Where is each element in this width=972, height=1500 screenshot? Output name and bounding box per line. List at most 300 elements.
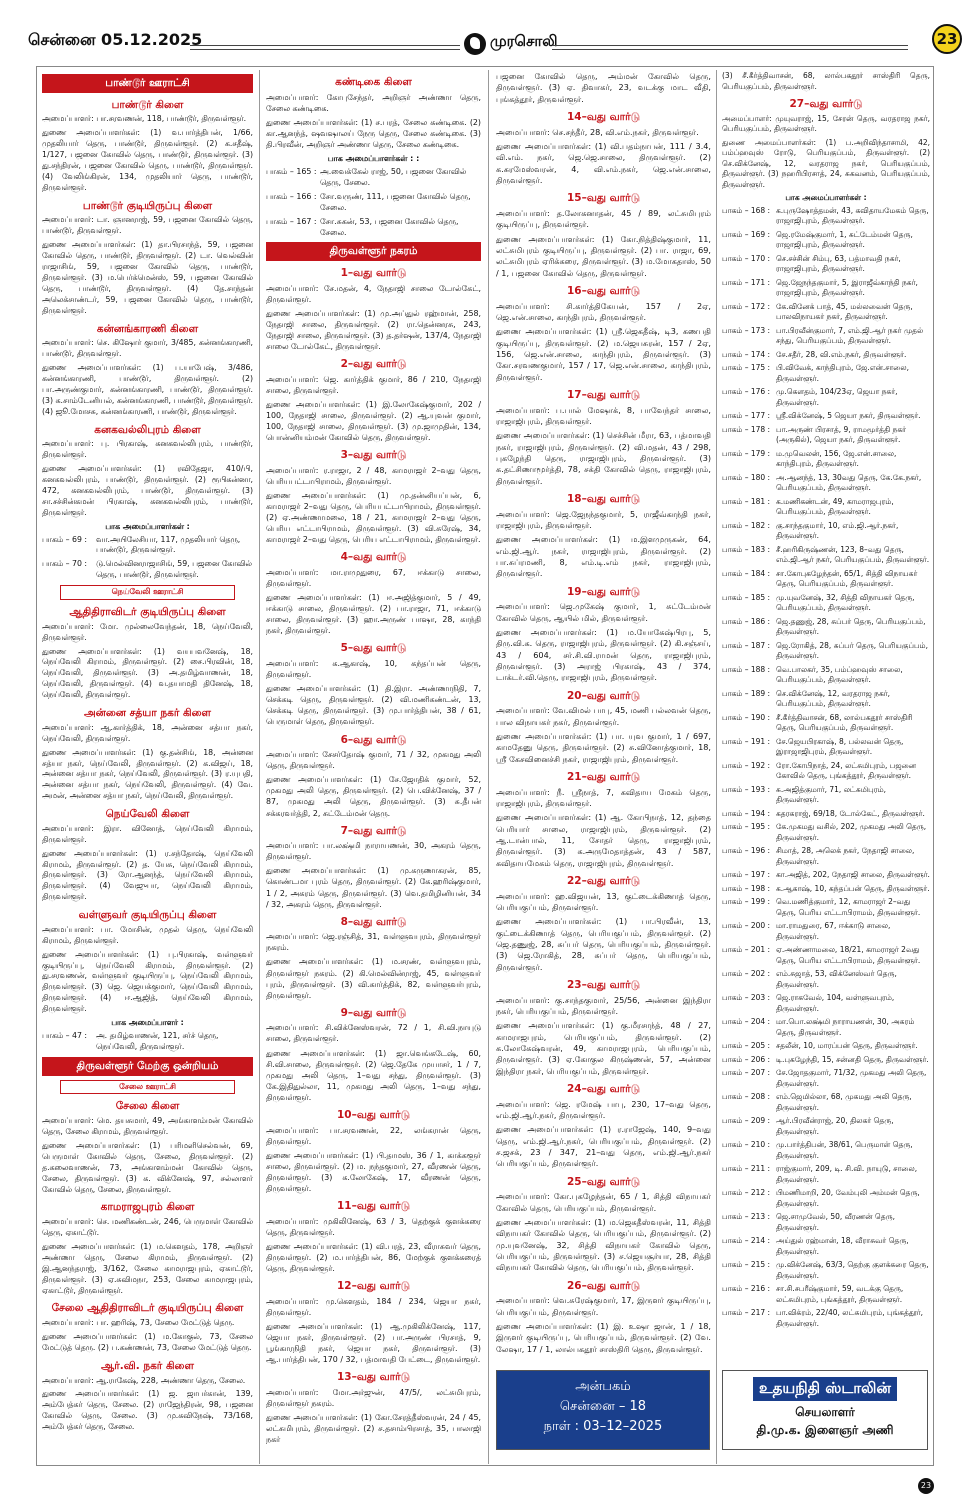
deputy-organizers-text: துணை அமைப்பாளர்கள்: (1) பா.பிரவீன், 13, குட்டைக்கிணாத் தெரு, பெரியகுப்பம், திருவள்ளூர். (2) ஜெ.தணுஜ், 28, சுப்பர் தெரு, பெரியகுப்பம், திருவள்ளூர். (3) ஜெ.ரோகித், 28, சுப்பர் தெரு, பெரியகுப்பம், திருவள்ளூர். <box>496 916 711 972</box>
column-1 <box>42 70 253 1436</box>
organizer-text: அமைப்பாளர்: செ. மணிகண்டன், 246, பெருமாள் கோவில் தெரு, ஏகாட்டூர். <box>42 1217 253 1238</box>
organizer-text: அமைப்பாளர்: செ.சந்தீர், 28, வி.எம்.நகர், திருவள்ளூர். <box>496 126 699 137</box>
deputy-organizers-text: துணை அமைப்பாளர்கள்: (1) ம.ஜெகதீஸ்வரன், 11, சித்தி விநாயகர் கோவில் தெரு, பெரியகுப்பம், திருவள்ளூர். (2) மு.யுவனேஷ், 32, சித்தி விநாயகர் கோவில் தெரு, பெரியகுப்பம், திருவள்ளூர். (3) ச.ஜெயசூர்யா, 28, சித்தி விநாயகர் கோவில் தெரு, பெரியகுப்பம், திருவள்ளூர். <box>496 1216 711 1273</box>
booth-row <box>722 870 930 881</box>
booth-organizer: ராஜ்குமார், 209, டி. சி.வி. நாயுடு, சாலை, திருவள்ளூர். <box>776 1164 918 1184</box>
booth-organizer: ம.முவெலன், 156, ஜே.என்.சாலை, காந்திபுரம், திருவள்ளூர். <box>776 448 897 469</box>
booth-row <box>722 1068 930 1089</box>
ward-heading: 20–வது வார்டு <box>566 689 641 702</box>
booth-row <box>722 593 930 614</box>
booth-heading: பாக அமைப்பாளர்கள் : : <box>327 154 420 163</box>
ward-heading: 11–வது வார்டு <box>336 1199 411 1212</box>
booth-row <box>722 1116 930 1137</box>
booth-number: பாகம் – 178 : <box>722 424 771 434</box>
booth-organizer: மு.யுவனேஷ், 32, சித்தி விநாயகர் தெரு, பெரியகுப்பம், திருவள்ளூர். <box>776 592 915 613</box>
booth-row <box>42 535 253 557</box>
ward-heading: 8–வது வார்டு <box>340 915 407 928</box>
booth-row <box>722 884 930 895</box>
ward-heading: 21–வது வார்டு <box>566 770 641 783</box>
deputy-organizers-text: துணை அமைப்பாளர்கள்: (1) கு.தன்சிங், 18, அன்னை சத்யா நகர், நெய்வேலி, திருவள்ளூர். (2) க.விஜய், 18, அன்னை சத்யா நகர், நெய்வேலி, திருவள்ளூர். (3) ர.யுபதி, அன்னை சத்யா நகர், நெய்வேலி, திருவள்ளூர். (4) வே. அமன், அன்னை சத்யா நகர், நெய்வேலி, திருவள்ளூர். <box>42 747 253 801</box>
ward-heading: 18–வது வார்டு <box>566 492 641 505</box>
booth-row <box>722 822 930 843</box>
booth-organizer: மா.ராமதுரை, 67, ஈக்காடு சாலை, திருவள்ளூர். <box>776 921 891 941</box>
booth-organizer: ஜெ.சாமுவேல், 50, வீரணன் தெரு, திருவள்ளூர். <box>776 1212 895 1232</box>
booth-number: பாகம் – 168 : <box>722 205 771 215</box>
footer-page-number: 23 <box>918 1478 934 1494</box>
booth-row <box>722 425 930 446</box>
paper-name: முரசொலி <box>490 32 558 50</box>
organizer-text: அமைப்பாளர்: மா.ராமுதுரை, 67, ஈக்காடு சாலை, திருவள்ளூர். <box>266 568 481 589</box>
deputy-organizers-text: துணை அமைப்பாளர்கள்: (1) ஸ்ரீ.ஜெகதீஷ், டி3, கணபதி குடியிருப்பு, திருவள்ளூர். (2) ம.ஜெயசுரன், 157 / 2ஏ, 156, ஜெ.என்.சாலை, காந்திபுரம், திருவள்ளூர். (3) கோ.சரவணகுமார், 157 / 17, ஜெ.என்.சாலை, காந்திபுரம், திருவள்ளூர். <box>496 326 711 382</box>
ward-heading: 26–வது வார்டு <box>566 1279 641 1292</box>
booth-number: பாகம் – 214 : <box>722 1236 771 1246</box>
deputy-organizers-text: துணை அமைப்பாளர்கள்: (1) ஜ. ஜாபர்கான், 139, அம்பேத்கர் தெரு, சேலை. (2) ராஜேந்திரன், 98, பஜனை கோவில் தெரு, சேலை. (3) மு.கவிநேஷ், 73/168, அம்பேத்கர் தெரு, சேலை. <box>42 1389 253 1432</box>
deputy-organizers-text: துணை அமைப்பாளர்கள்: (1) ரவிதேஜா, 410/பி, கனகவல்லிபுரம், பாண்டூர், திருவள்ளூர். (2) ரூபிகன்னா, 472, கனகவல்லிபுரம், பாண்டூர், திருவள்ளூர். (3) சா.சச்சின்கமன் பிரகாஷ், கனகவல்லிபுரம், பாண்டூர், திருவள்ளூர். <box>42 464 253 517</box>
organizer-text: அமைப்பாளர்: ஜெ.ஜேநந்தகுமார், 5, ராஜீவ்காந்தி நகர், ராஜாஜிபுரம், திருவள்ளூர். <box>496 508 711 530</box>
booth-row <box>722 497 930 518</box>
booth-row <box>722 713 930 734</box>
booth-row <box>722 387 930 408</box>
booth-number: பாகம் – 179 : <box>722 448 771 458</box>
booth-number: பாகம் – 203 : <box>722 993 771 1003</box>
deputy-organizers-text: துணை அமைப்பாளர்கள்: (1) இ. உஷா ஜான், 1 / 18, இருளர் குடியிருப்பு, பெரியகுப்பம், திருவள்ளூர். (2) வே. லேஷா, 17 / 1, லால்பகதூர் சாஸ்திரி தெரு, திருவள்ளூர். <box>496 1320 711 1354</box>
organizer-text: அமைப்பாளர்: மு.கௌதம், 184 / 234, ஜெயா நகர், திருவள்ளூர். <box>266 1296 481 1317</box>
booth-organizer: சீ.ஹரிகிருஷ்ணன், 123, 8–வது தெரு, எம்.ஜி.ஆர் நகர், பெரியகுப்பம், திருவள்ளூர். <box>776 544 930 565</box>
booth-row <box>722 1212 930 1233</box>
organizer-text: அமைப்பாளர்: ஜெ.முகேஷ் குமார், 1, சுட்டேம்மன் கோவில் தெரு, ஆயில் மில், திருவள்ளூர். <box>496 601 711 623</box>
branch-heading: கன்னங்காரணி கிளை <box>96 322 199 335</box>
branch-heading: வள்ளுவர் குடியிருப்பு கிளை <box>78 909 217 922</box>
organizer-text: அமைப்பாளர்: நீ. ஸ்ரீநாத், 7, கவிதாய மேகம் தெரு, ராஜாஜிபுரம், திருவள்ளூர். <box>496 786 711 808</box>
organizer-text: அமைப்பாளர்: சி.கார்த்திகேயன், 157 / 2ஏ, ஜெ.என்.சாலை, காந்திபுரம், திருவள்ளூர். <box>496 300 711 322</box>
booth-row <box>266 191 481 213</box>
booth-row <box>722 411 930 422</box>
organizer-text: அமைப்பாளர்: பா. ஹரிஷ், 73, சேலை மேட்டுத் தெரு. <box>42 1318 235 1328</box>
booth-number: பாகம் – 69 : <box>42 534 88 544</box>
booth-organizer: பி.விவேக், காந்திபுரம், ஜே.என்.சாலை, திருவள்ளூர். <box>776 363 910 383</box>
booth-row <box>722 473 930 494</box>
ward-heading: 6–வது வார்டு <box>340 733 407 746</box>
deputy-organizers-text: துணை அமைப்பாளர்கள்: (1) பு.பிரகாஷ், வள்ளுவர் குடியிருப்பு, நெய்வேலி கிராமம், திருவள்ளூர். (2) து.சரவணன், வள்ளுவர் குடியிருப்பு, நெய்வேலி கிராமம், திருவள்ளூர். (3) ஜெ. ஜெயக்குமார், நெய்வேலி கிராமம், திருவள்ளூர். (4) ஈ.ஆஜித், நெய்வேலி கிராமம், திருவள்ளூர். <box>42 949 253 1014</box>
organizer-text: அமைப்பாளர்: ர.ராஜா, 2 / 48, காமராஜர் 2–வது தெரு, பெரியபட்டாபிராமம், திருவள்ளூர். <box>266 465 481 486</box>
booth-organizer: எம்.சுஜாத், 53, விக்னேஸ்வர் தெரு, திருவள்ளூர். <box>776 969 897 989</box>
booth-heading: பாக அமைப்பாளர்கள் : <box>105 521 190 531</box>
deputy-organizers-text: துணை அமைப்பாளர்கள்: (1) கோ.சேரத்தீஸ்வரன், 24 / 45, லட்சுமிபுரம், திருவள்ளூர். (2) ச.தசாம்பிரசாத், 35, பாலாஜி நகர் <box>266 1412 481 1444</box>
column-divider <box>488 70 489 1464</box>
booth-row <box>722 1284 930 1305</box>
booth-organizer: ஜெ.தணுஜ், 28, சுப்பர் தெரு, பெரியகுப்பம், திருவள்ளூர். <box>776 616 926 637</box>
booth-number: பாகம் – 213 : <box>722 1212 771 1222</box>
booth-number: பாகம் – 197 : <box>722 870 771 880</box>
branch-heading: கனகவல்லிபுரம் கிளை <box>94 423 201 436</box>
booth-organizer: ஸ்ரீ.விக்னேஷ், 5 ஜெயா நகர், திருவள்ளூர். <box>776 411 921 421</box>
organizer-text: அமைப்பாளர்: பா.சரவணன், 118, பாண்டூர், திருவள்ளூர். <box>42 114 247 124</box>
ward-heading: 1–வது வார்டு <box>340 267 407 280</box>
booth-row <box>722 897 930 918</box>
booth-organizer: பிமணிமாறி, 20, வேம்புலி அம்மன் தெரு, திருவள்ளூர். <box>776 1188 920 1208</box>
header-rule-left <box>190 45 460 50</box>
deputy-organizers-text: துணை அமைப்பாளர்கள்: (1) மு.அப்துல் ரஹ்மான், 258, நேதாஜி சாலை, திருவள்ளூர். (2) ரா.தென்னரசு, 243, நேதாஜி சாலை, திருவள்ளூர். (3) த.தர்ஷன், 137/4, நேதாஜி சாலை டோல்கேட், திருவள்ளூர். <box>266 308 481 352</box>
booth-row <box>722 785 930 806</box>
organizer-text: அமைப்பாளர்: வே.விமல் பாபு, 45, மணி பல்லவன் தெரு, பால விநாயகர் நகர், திருவள்ளூர். <box>496 705 711 727</box>
booth-number: பாகம் – 211 : <box>722 1164 771 1174</box>
booth-organizer: க.ஆகாஷ், 10, கந்தப்பன் தெரு, திருவள்ளூர். <box>776 883 930 893</box>
booth-number: பாகம் – 192 : <box>722 760 771 770</box>
booth-number: பாகம் – 205 : <box>722 1041 771 1051</box>
booth-row <box>722 363 930 384</box>
booth-number: பாகம் – 172 : <box>722 301 771 311</box>
booth-row <box>722 449 930 470</box>
deputy-organizers-text: துணை அமைப்பாளர்கள்: (1) ம.கௌதம், 178, அறிஞர் அண்ணா தெரு, சேலை கிராமம், திருவள்ளூர். (2) இ.ஆனந்தராஜ், 3/162, சேலை காமராஜபுரம், ஏகாட்டூர், திருவள்ளூர். (3) ஏ.சுவிமநா, 253, சேலை காமராஜபுரம், ஏகாட்டூர், திருவள்ளூர். <box>42 1241 253 1295</box>
booth-row <box>722 1140 930 1161</box>
deputy-organizers-text: துணை அமைப்பாளர்கள்: (1) தி.இரா. அண்ணாநிதி, 7, செக்கடி தெரு, திருவள்ளூர். (2) வி.மணிகண்டன், 13, செக்கடி தெரு, திருவள்ளூர். (3) மு.பார்த்திபன், 38 / 61, பெருமாள் தெரு, திருவள்ளூர். <box>266 684 481 727</box>
booth-organizer: ஜெ.ஜேநந்தகுமார், 5, இராஜீவ்காந்தி நகர், ராஜாஜிபுரம், திருவள்ளூர். <box>776 277 918 298</box>
booth-row <box>266 216 481 238</box>
booth-organizer: கா.அஜித், 202, நேதாஜி சாலை, திருவள்ளூர். <box>776 870 930 880</box>
booth-row <box>722 1164 930 1185</box>
booth-number: பாகம் – 195 : <box>722 822 771 832</box>
organizer-text: அமைப்பாளர்: மெ. தயசுமார், 49, அங்காளம்மன் கோவில் தெரு, சேலை கிராமம், திருவள்ளூர். <box>42 1116 253 1136</box>
deputy-organizers-text: துணை அமைப்பாளர்கள்: (1) கோ.நித்திஷ்குமார், 11, லட்சுமிபுரம் குடியிருப்பு, திருவள்ளூர். (2) பா. ராஜா, 69, லட்சுமிபுரம் ஏரிக்கரை, திருவள்ளூர். (3) ம.மோகதாஸ், 50 / 1, பஜனை கோவில் தெரு, திருவள்ளூர். <box>496 233 711 278</box>
booth-row <box>722 969 930 990</box>
column-4 <box>722 70 930 1332</box>
booth-organizer: சு.அஜித்குமார், 71, லட்சுமிபுரம், திருவள்ளூர். <box>776 784 887 805</box>
ward-heading: 7–வது வார்டு <box>340 824 407 837</box>
booth-number: பாகம் – 181 : <box>722 496 771 506</box>
booth-organizer: சே.ஜோதகுமார், 71/32, முகமது அலி தெரு, திருவள்ளூர். <box>776 1068 927 1088</box>
booth-row <box>722 846 930 867</box>
booth-organizer: அ. தமிழ்வாணன், 121, சர்ச் தெரு, நெய்வேலி, திருவள்ளூர். <box>96 1031 219 1051</box>
section-heading: பாண்டூர் ஊராட்சி <box>42 74 253 93</box>
ward-heading: 9–வது வார்டு <box>340 1006 407 1019</box>
deputy-organizers-text: துணை அமைப்பாளர்கள்: (1) பி.தாமஸ், 36 / 1, காக்களூர் சாலை, திருவள்ளூர். (2) ம. நந்தகுமார், 27, வீரணன் தெரு, திருவள்ளூர். (3) க.லோகேஷ், 17, வீரணன் தெரு, திருவள்ளூர். <box>266 1150 481 1193</box>
organizer-text: அமைப்பாளர்: க.ஆகாஷ், 10, கந்தப்பன் தெரு, திருவள்ளூர். <box>266 659 481 680</box>
booth-organizer: வா.அயிலேசியா, 117, முதலியார் தெரு, பாண்டூர், திருவள்ளூர். <box>96 534 241 555</box>
ward-heading: 2–வது வார்டு <box>340 358 407 371</box>
booth-row <box>722 569 930 590</box>
booth-organizer: மு.பார்த்திபன், 38/61, பெருமாள் தெரு, திருவள்ளூர். <box>776 1140 913 1160</box>
ward-heading: 5–வது வார்டு <box>340 642 407 655</box>
ward-heading: 23–வது வார்டு <box>566 978 641 991</box>
booth-row <box>722 689 930 710</box>
booth-row <box>722 1041 930 1052</box>
branch-heading: கண்டிகை கிளை <box>335 76 412 88</box>
branch-heading: பாண்டூர் கிளை <box>111 98 184 111</box>
booth-number: பாகம் – 215 : <box>722 1260 771 1270</box>
booth-number: பாகம் – 209 : <box>722 1116 771 1126</box>
column-2 <box>266 70 481 1448</box>
booth-organizer: சே.சதீர், 28, வி.எம்.நகர், திருவள்ளூர். <box>776 349 907 359</box>
booth-organizer: சிமாத், 28, அலெக் நகர், நேதாஜி சாலை, திருவள்ளூர். <box>776 846 915 866</box>
organizer-text: அமைப்பாளர்: சி.விக்னேஸ்வரன், 72 / 1, சி.வி.நாயுடு சாலை, திருவள்ளூர். <box>266 1023 481 1044</box>
organizer-text: அமைப்பாளர்: முகிலினேஷ், 63 / 3, தெற்குக் குளக்கரை தெரு, திருவள்ளூர். <box>266 1216 481 1237</box>
booth-organizer: அ.ஆனந்த், 13, 30வது தெரு, கே.கே.நகர், பெரியகுப்பம், திருவள்ளூர். <box>776 472 922 493</box>
ward-heading: 10–வது வார்டு <box>336 1108 411 1121</box>
booth-organizer: மு.கௌதம், 104/23ஏ, ஜெயா நகர், திருவள்ளூர். <box>776 387 898 407</box>
booth-organizer: சோ.சுகன், 53, பஜனை கோவில் தெரு, சேலை. <box>320 217 459 238</box>
deputy-organizers-text: துணை அமைப்பாளர்கள்: (1) தா.பிரசாந்த், 59, பஜனை கோவில் தெரு, பாண்டூர், திருவள்ளூர். (2) டா. வெல்வின் ராஜாசிங், 59, பஜனை கோவில் தெரு, பாண்டூர், திருவள்ளூர். (3) ம.பெர்க்மென்ஸ், 59, பஜனை கோவில் தெரு, பாண்டூர், திருவள்ளூர். (4) தே.சாந்தன் அலெக்சாண்டர், 59, பஜனை கோவில் தெரு, பாண்டூர், திருவள்ளூர். <box>42 240 253 315</box>
booth-number: பாகம் – 180 : <box>722 472 771 482</box>
deputy-organizers-text: துணை அமைப்பாளர்கள்: (1) செச்சின் மீரா, 63, பத்மாவதி நகர், ராஜாஜிபுரம், திருவள்ளூர். (2) வி.மதன், 43 / 298, புகழேந்தி தெரு, ராஜாஜிபுரம், திருவள்ளூர். (3) க.தட்சிணாமூர்த்தி, 78, சக்தி கோவில் தெரு, ராஜாஜிபுரம், திருவள்ளூர். <box>496 430 711 486</box>
booth-organizer: ஜெ.ராகவேல், 104, வள்ளுவபுரம், திருவள்ளூர். <box>776 993 895 1013</box>
booth-heading: பாக அமைப்பாளர் : <box>111 1018 184 1028</box>
organizer-text: அமைப்பாளர்: கோ.புகழேந்தன், 65 / 1, சித்தி விநாயகர் கோவில் தெரு, பெரியகுப்பம், திருவள்ளூர். <box>496 1191 711 1213</box>
booth-number: பாகம் – 204 : <box>722 1017 771 1027</box>
booth-organizer: ஜெ.ரோகித், 28, சுப்பர் தெரு, பெரியகுப்பம், திருவள்ளூர். <box>776 640 928 661</box>
booth-organizer: ரோ.கோபிநாத், 24, லட்சுமிபுரம், பஜனை கோவில் தெரு, புங்கத்தூர், திருவள்ளூர். <box>776 760 917 781</box>
booth-number: பாகம் – 176 : <box>722 387 771 397</box>
column-divider <box>259 70 260 1464</box>
booth-organizer: மு.விக்னேஷ், 63/3, தெற்கு குளக்கரை தெரு, திருவள்ளூர். <box>776 1260 929 1280</box>
booth-organizer: சீ.கீர்த்திவாசன், 68, லால்பகதூர் சாஸ்திரி தெரு, பெரியகுப்பம், திருவள்ளூர். <box>776 712 913 733</box>
booth-row <box>722 809 930 820</box>
booth-organizer: ஜெ.ரமேஷ்குமார், 1, சுட்டேம்மன் தெரு, ராஜாஜிபுரம், திருவள்ளூர். <box>776 229 913 250</box>
booth-number: பாகம் – 186 : <box>722 616 771 626</box>
continued-text: (3) சீ.கீர்த்திவாசன், 68, லால்பகதூர் சாஸ்திரி தெரு, பெரியகுப்பம், திருவள்ளூர். <box>722 71 930 91</box>
booth-number: பாகம் – 183 : <box>722 544 771 554</box>
booth-organizer: சே.ஜெயபிரகாஷ், 8, பல்லவன் தெரு, இராஜாஜிபுரம், திருவள்ளூர். <box>776 736 904 757</box>
section-heading: சேலை ஊராட்சி <box>60 1080 235 1095</box>
booth-number: பாகம் – 193 : <box>722 784 771 794</box>
section-heading: திருவள்ளூர் நகரம் <box>266 242 481 261</box>
booth-number: பாகம் – 199 : <box>722 897 771 907</box>
booth-organizer: ஆர்.பிரவீன்ராஜ், 20, திலகர் தெரு, திருவள்ளூர். <box>776 1116 894 1136</box>
booth-number: பாகம் – 166 : <box>266 192 317 202</box>
newspaper-logo-icon <box>464 33 486 55</box>
booth-number: பாகம் – 177 : <box>722 411 771 421</box>
organizer-text: அமைப்பாளர்: ஜெ. ரமேஷ் பாபு, 230, 17–வது தெரு, எம்.ஜி.ஆர்.நகர், திருவள்ளூர். <box>496 1098 711 1120</box>
deputy-organizers-text: துணை அமைப்பாளர்கள்: (1) ச.பரத், சேலை கண்டிகை. (2) கா.ஆனந்த், ஷவஷாலய் நேரு தெரு, சேலை கண்டிகை. (3) தி.பிரவீன், அறிஞர் அண்ணா தெரு, சேலை கண்டிகை. <box>266 117 481 149</box>
booth-organizer: க.புருஷோத்தமன், 43, கவிதாயமேகம் தெரு, ராஜாஜிபுரம், திருவள்ளூர். <box>776 205 929 226</box>
booth-organizer: வெ.மணித்குமார், 12, காமராஜர் 2–வது தெரு, பெரிய எட்டாபிராமம், திருவள்ளூர். <box>776 897 921 917</box>
booth-number: பாகம் – 185 : <box>722 592 771 602</box>
deputy-organizers-text: துணை அமைப்பாளர்கள்: (1) சே.ஜோதிக் குமார், 52, முகமது அலி தெரு, திருவள்ளூர். (2) பெ.விக்னேஷ், 37 / 87, முகமது அலி தெரு, திருவள்ளூர். (3) சு.தீபன் சக்கரவர்த்தி, 2, சுட்டேம்மன் தெரு. <box>266 775 481 818</box>
address-line: அன்பகம் <box>575 1379 631 1394</box>
deputy-organizers-text: துணை அமைப்பாளர்கள்: (1) ப.யாபேஷ், 3/486, கன்னங்காரணி, பாண்டூர், திருவள்ளூர். (2) பா.அருண்குமார், கன்னங்காரணி, பாண்டூர், திருவள்ளூர். (3) க.சாம்டேனியல், கன்னங்காரணி, பாண்டூர், திருவள்ளூர். (4) ஜூ.மோசசு, கன்னங்காரணி, பாண்டூர், திருவள்ளூர். <box>42 363 253 416</box>
booth-row <box>722 1308 930 1329</box>
booth-number: பாகம் – 217 : <box>722 1308 771 1318</box>
booth-organizer: கு.சாந்தகுமார், 10, எம்.ஜி.ஆர்.நகர், திருவள்ளூர். <box>776 520 899 541</box>
section-heading: திருவள்ளூர் மேற்கு ஒன்றியம் <box>42 1057 253 1076</box>
booth-number: பாகம் – 198 : <box>722 883 771 893</box>
booth-number: பாகம் – 201 : <box>722 945 771 955</box>
ward-heading: 15–வது வார்டு <box>566 192 641 205</box>
booth-row <box>722 1188 930 1209</box>
organizer-text: அமைப்பாளர்: டா. ஞானராஜ், 59, பஜனை கோவில் தெரு, பாண்டூர், திருவள்ளூர். <box>42 215 253 236</box>
deputy-organizers-text: துணை அமைப்பாளர்கள்: (1) ம.யோகேஷ்பிரபு, 5, திரு.வி.க. தெரு, ராஜாஜிபுரம், திருவள்ளூர். (2) கி.சஞ்சய், 43 / 604, சர்.சி.வி.ராமன் தெரு, ராஜாஜிபுரம், திருவள்ளூர். (3) அராஜ் பிரகாஷ், 43 / 374, டாக்டர்.வி.தெரு, ராஜாஜிபுரம், திருவள்ளூர். <box>496 626 711 683</box>
date-line: நாள் : 03–12–2025 <box>543 1419 663 1435</box>
organizer-text: அமைப்பாளர்: ஜெ.ரஞ்சித், 31, வள்ளுவபுரம், திருவள்ளூர் நகரம். <box>266 932 481 953</box>
ward-heading: 27–வது வார்டு <box>789 98 863 110</box>
booth-heading: பாக அமைப்பாளர்கள் : <box>785 193 867 203</box>
booth-organizer: செ.சச்சின் சிம்பு, 63, பத்மாவதி நகர், ராஜாஜிபுரம், திருவள்ளூர். <box>776 253 901 274</box>
booth-number: பாகம் – 210 : <box>722 1140 771 1150</box>
deputy-organizers-text: துணை அமைப்பாளர்கள்: (1) கு.மீரசாந்த், 48 / 27, காமராஜபுரம், பெரியகுப்பம், திருவள்ளூர். (2) க.லோகேஷ்வரன், 49, காமராஜபுரம், பெரியகுப்பம், திருவள்ளூர். (3) ஏ.கோகுல கிருஷ்ணன், 57, அன்னை இந்திரா நகர், பெரியகுப்பம், திருவள்ளூர். <box>496 1020 711 1076</box>
booth-number: பாகம் – 206 : <box>722 1054 771 1064</box>
deputy-organizers-text: துணை அமைப்பாளர்கள்: (1) மு.தன்னியப்பன், 6, காமராஜர் 2–வது தெரு, பெரியபட்டாபிராமம், திருவள்ளூர். (2) ஏ.அண்ணாமலை, 18 / 21, காமராஜர் 2–வது தெரு, பெரிய எட்டாபிராமம், திருவள்ளூர். (3) வி.சுரேஷ், 34, காமராஜர் 2–வது தெரு, பெரிய எட்டாபிராமம், திருவள்ளூர். <box>266 491 481 545</box>
organizer-text: அமைப்பாளர்: ஆ.ராகேஷ், 228, அண்ணா தெரு, சேலை. <box>42 1375 246 1385</box>
deputy-organizers-text: துணை அமைப்பாளர்கள்: (1) ம.கோகுல், 73, சேலை மேட்டுத் தெரு. (2) ப.கண்ணன், 73, சேலை மேட்டுத் தெரு. <box>42 1332 253 1352</box>
organizer-text: அமைப்பாளர்: மோ.அர்ஜுன், 47/5/, லட்சுமிபுரம், திருவள்ளூர் நகரம். <box>266 1387 481 1408</box>
booth-number: பாகம் – 171 : <box>722 277 771 287</box>
ward-heading: 25–வது வார்டு <box>566 1175 641 1188</box>
section-heading: நெய்வேலி ஊராட்சி <box>60 585 235 600</box>
organizer-text: அமைப்பாளர்: பா.லக்ஷ்மி நாராயணன், 30, அகரம் தெரு, திருவள்ளூர். <box>266 841 481 862</box>
booth-organizer: அய்துல் ரஹ்மான், 18, வீராசுவர் தெரு, திருவள்ளூர். <box>776 1236 909 1256</box>
booth-row <box>722 350 930 361</box>
booth-number: பாகம் – 207 : <box>722 1068 771 1078</box>
booth-number: பாகம் – 182 : <box>722 520 771 530</box>
booth-number: பாகம் – 174 : <box>722 349 771 359</box>
booth-row <box>722 521 930 542</box>
booth-organizer: க.மணிகண்டன், 49, காமராஜபுரம், பெரியகுப்பம், திருவள்ளூர். <box>776 496 894 517</box>
deputy-organizers-text: துணை அமைப்பாளர்கள்: (1) வி.பதம்நாபன், 111 / 3.4, வி.எம். நகர், ஜெ.ஜெ.சாலை, திருவள்ளூர். (2) க.சுரமேஸ்வரன், 4, வி.எம்.நகர், ஜெ.என்.சாலை, திருவள்ளூர். <box>496 141 711 185</box>
booth-organizer: பா.பிரவீன்குமார், 7, எம்.ஜி.ஆர் நகர் முதல் சந்து, பெரியகுப்பம், திருவள்ளூர். <box>776 325 924 346</box>
booth-row <box>722 206 930 227</box>
address-box <box>496 1370 710 1450</box>
booth-row <box>722 641 930 662</box>
booth-organizer: பா.விக்ரம், 22/40, லட்சுமிபுரம், புங்கத்தூர், திருவள்ளூர். <box>776 1308 924 1328</box>
booth-number: பாகம் – 184 : <box>722 568 771 578</box>
booth-organizer: சதலீன், 10, மாரப்பன் தெரு, திருவள்ளூர். <box>776 1041 918 1051</box>
branch-heading: நெய்வேலி கிளை <box>105 808 190 821</box>
booth-organizer: அ.வைக்கேல் ராஜ், 50, பஜனை கோவில் தெரு, சேலை. <box>320 167 467 188</box>
booth-number: பாகம் – 47 : <box>42 1031 88 1040</box>
booth-number: பாகம் – 167 : <box>266 217 317 227</box>
booth-organizer: பா.அருண் பிரசாத், 9, ராமமூர்த்தி நகர் (அருகில்), ஜெயா நகர், திருவள்ளூர். <box>776 424 907 445</box>
branch-heading: காமராஜபுரம் கிளை <box>100 1201 195 1214</box>
booth-number: பாகம் – 202 : <box>722 969 771 979</box>
column-3 <box>496 70 711 1358</box>
organizer-text: அமைப்பாளர்: கோபுசேந்தர், அறிஞர் அண்ணா தெரு, சேலை கண்டிகை. <box>266 92 481 113</box>
branch-heading: ஆர்.வி. நகர் கிளை <box>101 1359 194 1372</box>
deputy-organizers-text: துணை அமைப்பாளர்கள்: (1) மு.கருணாகரன், 85, கொண்டமா புரம் தெரு, திருவள்ளூர். (2) கே.ஹரிஷ்குமார், 1 / 2, அகரம் தெரு, திருவள்ளூர். (3) வெ.தமிழினியன், 34 / 32, அகரம் தெரு, திருவள்ளூர். <box>266 866 481 909</box>
deputy-organizers-text: துணை அமைப்பாளர்கள்: (1) ஜா.வெங்கடேஷ், 60, சி.வி.சாலை, திருவள்ளூர். (2) ஜெ.தேகே முயாசர், 1 / 7, முகமது அலி தெரு, 1–வது சந்து, திருவள்ளூர். (3) கே.இதிதுல்லா, 11, முகமது அலி தெரு, 1–வது சந்து, திருவள்ளூர். <box>266 1048 481 1102</box>
ward-heading: 14–வது வார்டு <box>566 110 641 123</box>
booth-number: பாகம் – 212 : <box>722 1188 771 1198</box>
booth-number: பாகம் – 70 : <box>42 559 88 569</box>
booth-row <box>722 1092 930 1113</box>
organizer-text: அமைப்பாளர்: மோ. முல்லைவேந்தன், 18, நெய்வேலி, திருவள்ளூர். <box>42 621 253 642</box>
organizer-text: அமைப்பாளர்: இரா. வினோத், நெய்வேலி கிராமம், திருவள்ளூர். <box>42 823 253 844</box>
booth-row <box>722 921 930 942</box>
signatory-name: உதயநிதி ஸ்டாலின் <box>753 1377 897 1401</box>
organizer-text: அமைப்பாளர்: ப.பால் மேஷாக், 8, பாவேந்தர் சாலை, ராஜாஜிபுரம், திருவள்ளூர். <box>496 404 711 426</box>
booth-number: பாகம் – 175 : <box>722 363 771 373</box>
booth-organizer: கே.முகமது வசில், 202, முகமது அலி தெரு, திருவள்ளூர். <box>776 822 927 842</box>
deputy-organizers-text: துணை அமைப்பாளர்கள்: (1) வ.பார்த்திபன், 1/66, முதலியார் தெரு, பாண்டூர், திருவள்ளூர். (2) க.சதீஷ், 1/127, பஜனை கோவில் தெரு, பாண்டூர், திருவள்ளூர். (3) து.சந்திரன், பஜனை கோவில் தெரு, பாண்டூர், திருவள்ளூர். (4) வேலிங்கிரன், 134, முதலியார் தெரு, பாண்டூர், திருவள்ளூர். <box>42 128 253 192</box>
city-date: சென்னை 05.12.2025 <box>28 30 203 49</box>
booth-row <box>722 993 930 1014</box>
booth-organizer: கே.வினேக் பாத், 45, மல்லவைன் தெரு, பாலவிநாயகர் நகர், திருவள்ளூர். <box>776 301 913 322</box>
booth-organizer: ஏ.அண்ணாமலை, 18/21, காமராஜர் 2வது தெரு, பெரிய எட்டாபிராமம், திருவள்ளூர். <box>776 945 921 965</box>
booth-number: பாகம் – 200 : <box>722 921 771 931</box>
organizer-text: அமைப்பாளர்: த.லோகனாதன், 45 / 89, லட்சுமிபுரம் குடியிருப்பு, திருவள்ளூர். <box>496 208 711 230</box>
organizer-text: அமைப்பாளர்: கு.சாந்தகுமார், 25/56, அன்னை இந்திரா நகர், பெரியகுப்பம், திருவள்ளூர். <box>496 994 711 1016</box>
booth-organizer: வெ.பாலகர், 35, பம்ப்ஹவுஸ் சாலை, பெரியகுப்பம், திருவள்ளூர். <box>776 664 903 685</box>
booth-row <box>42 559 253 581</box>
booth-number: பாகம் – 194 : <box>722 808 771 818</box>
deputy-organizers-text: துணை அமைப்பாளர்கள்: (1) ர.சந்தோஷ், நெய்வேலி கிராமம், திருவள்ளூர். (2) த. யேசு, நெய்வேலி கிராமம், திருவள்ளூர். (3) ரோ.ஆனந்த், நெய்வேலி கிராமம், திருவள்ளூர். (4) வேஜுபா, நெய்வேலி கிராமம், திருவள்ளூர். <box>42 848 253 902</box>
continued-text: பஜனை கோவில் தெரு, அம்மன் கோவில் தெரு, திருவள்ளூர். (3) ஏ. திவாகர், 23, வடக்கு மாட வீதி, புங்கத்தூர், திருவள்ளூர். <box>496 71 711 104</box>
booth-row <box>722 665 930 686</box>
column-divider <box>716 70 717 1464</box>
booth-row <box>42 1031 253 1053</box>
deputy-organizers-text: துணை அமைப்பாளர்கள்: (1) ஆ.முகிலிக்னேஷ், 117, ஜெயா நகர், திருவள்ளூர். (2) பா.அருண் பிரசாத், 9, பூங்காரநிதி நகர், ஜெயா நகர், திருவள்ளூர். (3) ஆ.பார்த்திபன், 170 / 32, பத்மாவதி பேட்டை, திருவள்ளூர். <box>266 1321 481 1364</box>
deputy-organizers-text: துணை அமைப்பாளர்கள்: (1) ஆ. கோபிநாத், 12, தந்தை பெரியார் சாலை, ராஜாஜிபுரம், திருவள்ளூர். (2) ஆ.டான்பால், 11, சோதர் தெரு, ராஜாஜிபுரம், திருவள்ளூர். (3) க.அருமேதாத்தன், 43 / 587, கவிதாயமேகம் தெரு, ராஜாஜிபுரம், திருவள்ளூர். <box>496 812 711 868</box>
booth-list <box>722 206 930 1330</box>
booth-row <box>722 545 930 566</box>
booth-row <box>722 1017 930 1038</box>
branch-heading: ஆதிதிராவிடர் குடியிருப்பு கிளை <box>69 606 226 619</box>
page-number-badge: 23 <box>932 24 962 54</box>
signatory-org: தி.மு.க. இளைஞர் அணி <box>756 1423 894 1437</box>
deputy-organizers-text: துணை அமைப்பாளர்கள்: (1) ம.சரண், வள்ளுவபுரம், திருவள்ளூர் நகரம். (2) கி.மெல்வின்ராஜ், 45, வள்ளுவர் புரம், திருவள்ளூர். (3) வி.கார்த்திக், 82, வள்ளுவர்புரம், திருவள்ளூர். <box>266 957 481 1000</box>
booth-organizer: எம்.ஜெமில்லா, 68, முகமது அலி தெரு, திருவள்ளூர். <box>776 1092 912 1112</box>
booth-row <box>722 230 930 251</box>
deputy-organizers-text: துணை அமைப்பாளர்கள்: (1) பா. யுவ குமார், 1 / 697, காமதேனு தெரு, திருவள்ளூர். (2) சு.வினோத்குமார், 18, ஸ்ரீ கேசவினைச்சி நகர், ராஜாஜிபுரம், திருவள்ளூர். <box>496 730 711 764</box>
booth-organizer: கதரகராஜ், 69/18, டோல்கேட், திருவள்ளூர். <box>776 808 925 818</box>
booth-organizer: சா.கோபுகழேந்தன், 65/1, சித்தி விநாயகர் தெரு, பெரியகுப்பம், திருவள்ளூர். <box>776 568 918 589</box>
deputy-organizers-text: துணை அமைப்பாளர்கள்: (1) இ.லோகேஷ்குமார், 202 / 100, நேதாஜி சாலை, திருவள்ளூர். (2) ஆ.யுவன் குமார், 100, நேதாஜி சாலை, திருவள்ளூர். (3) மு.ஜாமுதின், 134, பொன்னியம்மன் கோவில் தெரு, திருவள்ளூர். <box>266 400 481 443</box>
page-header <box>28 20 962 58</box>
booth-organizer: டு.மெல்வினராஜாசிங், 59, பஜனை கோவில் தெரு, பாண்டூர், திருவள்ளூர். <box>96 559 252 580</box>
deputy-organizers-text: துணை அமைப்பாளர்கள்: (1) ம.இளமுருகன், 64, எம்.ஜி.ஆர். நகர், ராஜாஜிபுரம், திருவள்ளூர். (2) பா.சுப்ரமணி, 8, எம்.டி.எம் நகர், ராஜாஜிபுரம், திருவள்ளூர். <box>496 534 711 579</box>
organizer-text: அமைப்பாளர்: ஆ.கார்த்திக், 18, அன்னை சத்யா நகர், நெய்வேலி, திருவள்ளூர். <box>42 722 253 743</box>
organizer-text: அமைப்பாளர்: பா. மோசின், முதல் தெரு, நெய்வேலி கிராமம், திருவள்ளூர். <box>42 924 253 945</box>
branch-heading: அன்னை சத்யா நகர் கிளை <box>83 707 212 720</box>
organizer-text: அமைப்பாளர்: முயுவராஜ், 15, சேரன் தெரு, வரதராஜ நகர், பெரியகுப்பம், திருவள்ளூர். <box>722 113 930 134</box>
booth-row <box>722 737 930 758</box>
ward-heading: 13–வது வார்டு <box>336 1370 411 1383</box>
booth-row <box>722 254 930 275</box>
booth-organizer: சா.சி.சபரீஷ்குமார், 59, வடக்கு தெரு, லட்சுமிபுரம், புங்கத்தூர், திருவள்ளூர். <box>776 1284 904 1304</box>
booth-number: பாகம் – 196 : <box>722 846 771 856</box>
organizer-text: அமைப்பாளர்: ஹ.விஜயன், 13, குட்டைக்கிணாத் தெரு, பெரியகுப்பம், திருவள்ளூர். <box>496 890 711 912</box>
booth-number: பாகம் – 187 : <box>722 640 771 650</box>
ward-heading: 16–வது வார்டு <box>566 284 641 297</box>
header-rule-right <box>552 45 908 50</box>
booth-organizer: மா.பொ.லக்ஷ்மி நாராயணன், 30, அகரம் தெரு, திருவள்ளூர். <box>776 1017 915 1037</box>
booth-row <box>722 278 930 299</box>
booth-number: பாகம் – 188 : <box>722 664 771 674</box>
ward-heading: 19–வது வார்டு <box>566 585 641 598</box>
ward-heading: 17–வது வார்டு <box>566 388 641 401</box>
booth-number: பாகம் – 208 : <box>722 1092 771 1102</box>
branch-heading: சேலை கிளை <box>115 1100 180 1113</box>
organizer-text: அமைப்பாளர்: சேசர்தோஷ் குமார், 71 / 32, முகமது அலி தெரு, திருவள்ளூர். <box>266 750 481 771</box>
ward-heading: 4–வது வார்டு <box>340 551 407 564</box>
branch-heading: பாண்டூர் குடியிருப்பு கிளை <box>82 199 213 212</box>
booth-row <box>722 761 930 782</box>
ward-heading: 24–வது வார்டு <box>566 1082 641 1095</box>
ward-heading: 22–வது வார்டு <box>566 874 641 887</box>
address-line: சென்னை – 18 <box>559 1399 647 1415</box>
signatory-role: செயலாளர் <box>795 1405 855 1419</box>
deputy-organizers-text: துணை அமைப்பாளர்கள்: (1) வி.பரத், 23, வீராசுவர் தெரு, திருவள்ளூர். (2) ம.பார்த்திபன், 86, மேற்குக் குளக்கரைத் தெரு, திருவள்ளூர். <box>266 1241 481 1273</box>
booth-organizer: டி.புகழேந்தி, 15, சன்னதி தெரு, திருவள்ளூர். <box>776 1054 929 1064</box>
organizer-text: அமைப்பாளர்: வெ.சுரேஷ்குமார், 17, இருளர் குடியிருப்பு, பெரியகுப்பம், திருவள்ளூர். <box>496 1295 711 1317</box>
booth-row <box>722 302 930 323</box>
booth-row <box>722 617 930 638</box>
booth-row <box>722 945 930 966</box>
branch-heading: சேலை ஆதிதிராவிடர் குடியிருப்பு கிளை <box>51 1302 244 1315</box>
deputy-organizers-text: துணை அமைப்பாளர்கள்: (1) ப.அறிவிந்தாசாமி, 42, பம்ப்ஹவுஸ் ரோடு, பெரியகுப்பம், திருவள்ளூர். (2) செ.விக்னேஷ், 12, வரதராஜ நகர், பெரியகுப்பம், திருவள்ளூர். (3) நஹரிபிரசாத், 24, சுகவனம், பெரியகுப்பம், திருவள்ளூர். <box>722 137 930 189</box>
booth-number: பாகம் – 189 : <box>722 688 771 698</box>
booth-number: பாகம் – 169 : <box>722 229 771 239</box>
booth-organizer: செ.விக்னேஷ், 12, வரதராஜ நகர், பெரியகுப்பம், திருவள்ளூர். <box>776 688 891 709</box>
booth-number: பாகம் – 173 : <box>722 325 771 335</box>
